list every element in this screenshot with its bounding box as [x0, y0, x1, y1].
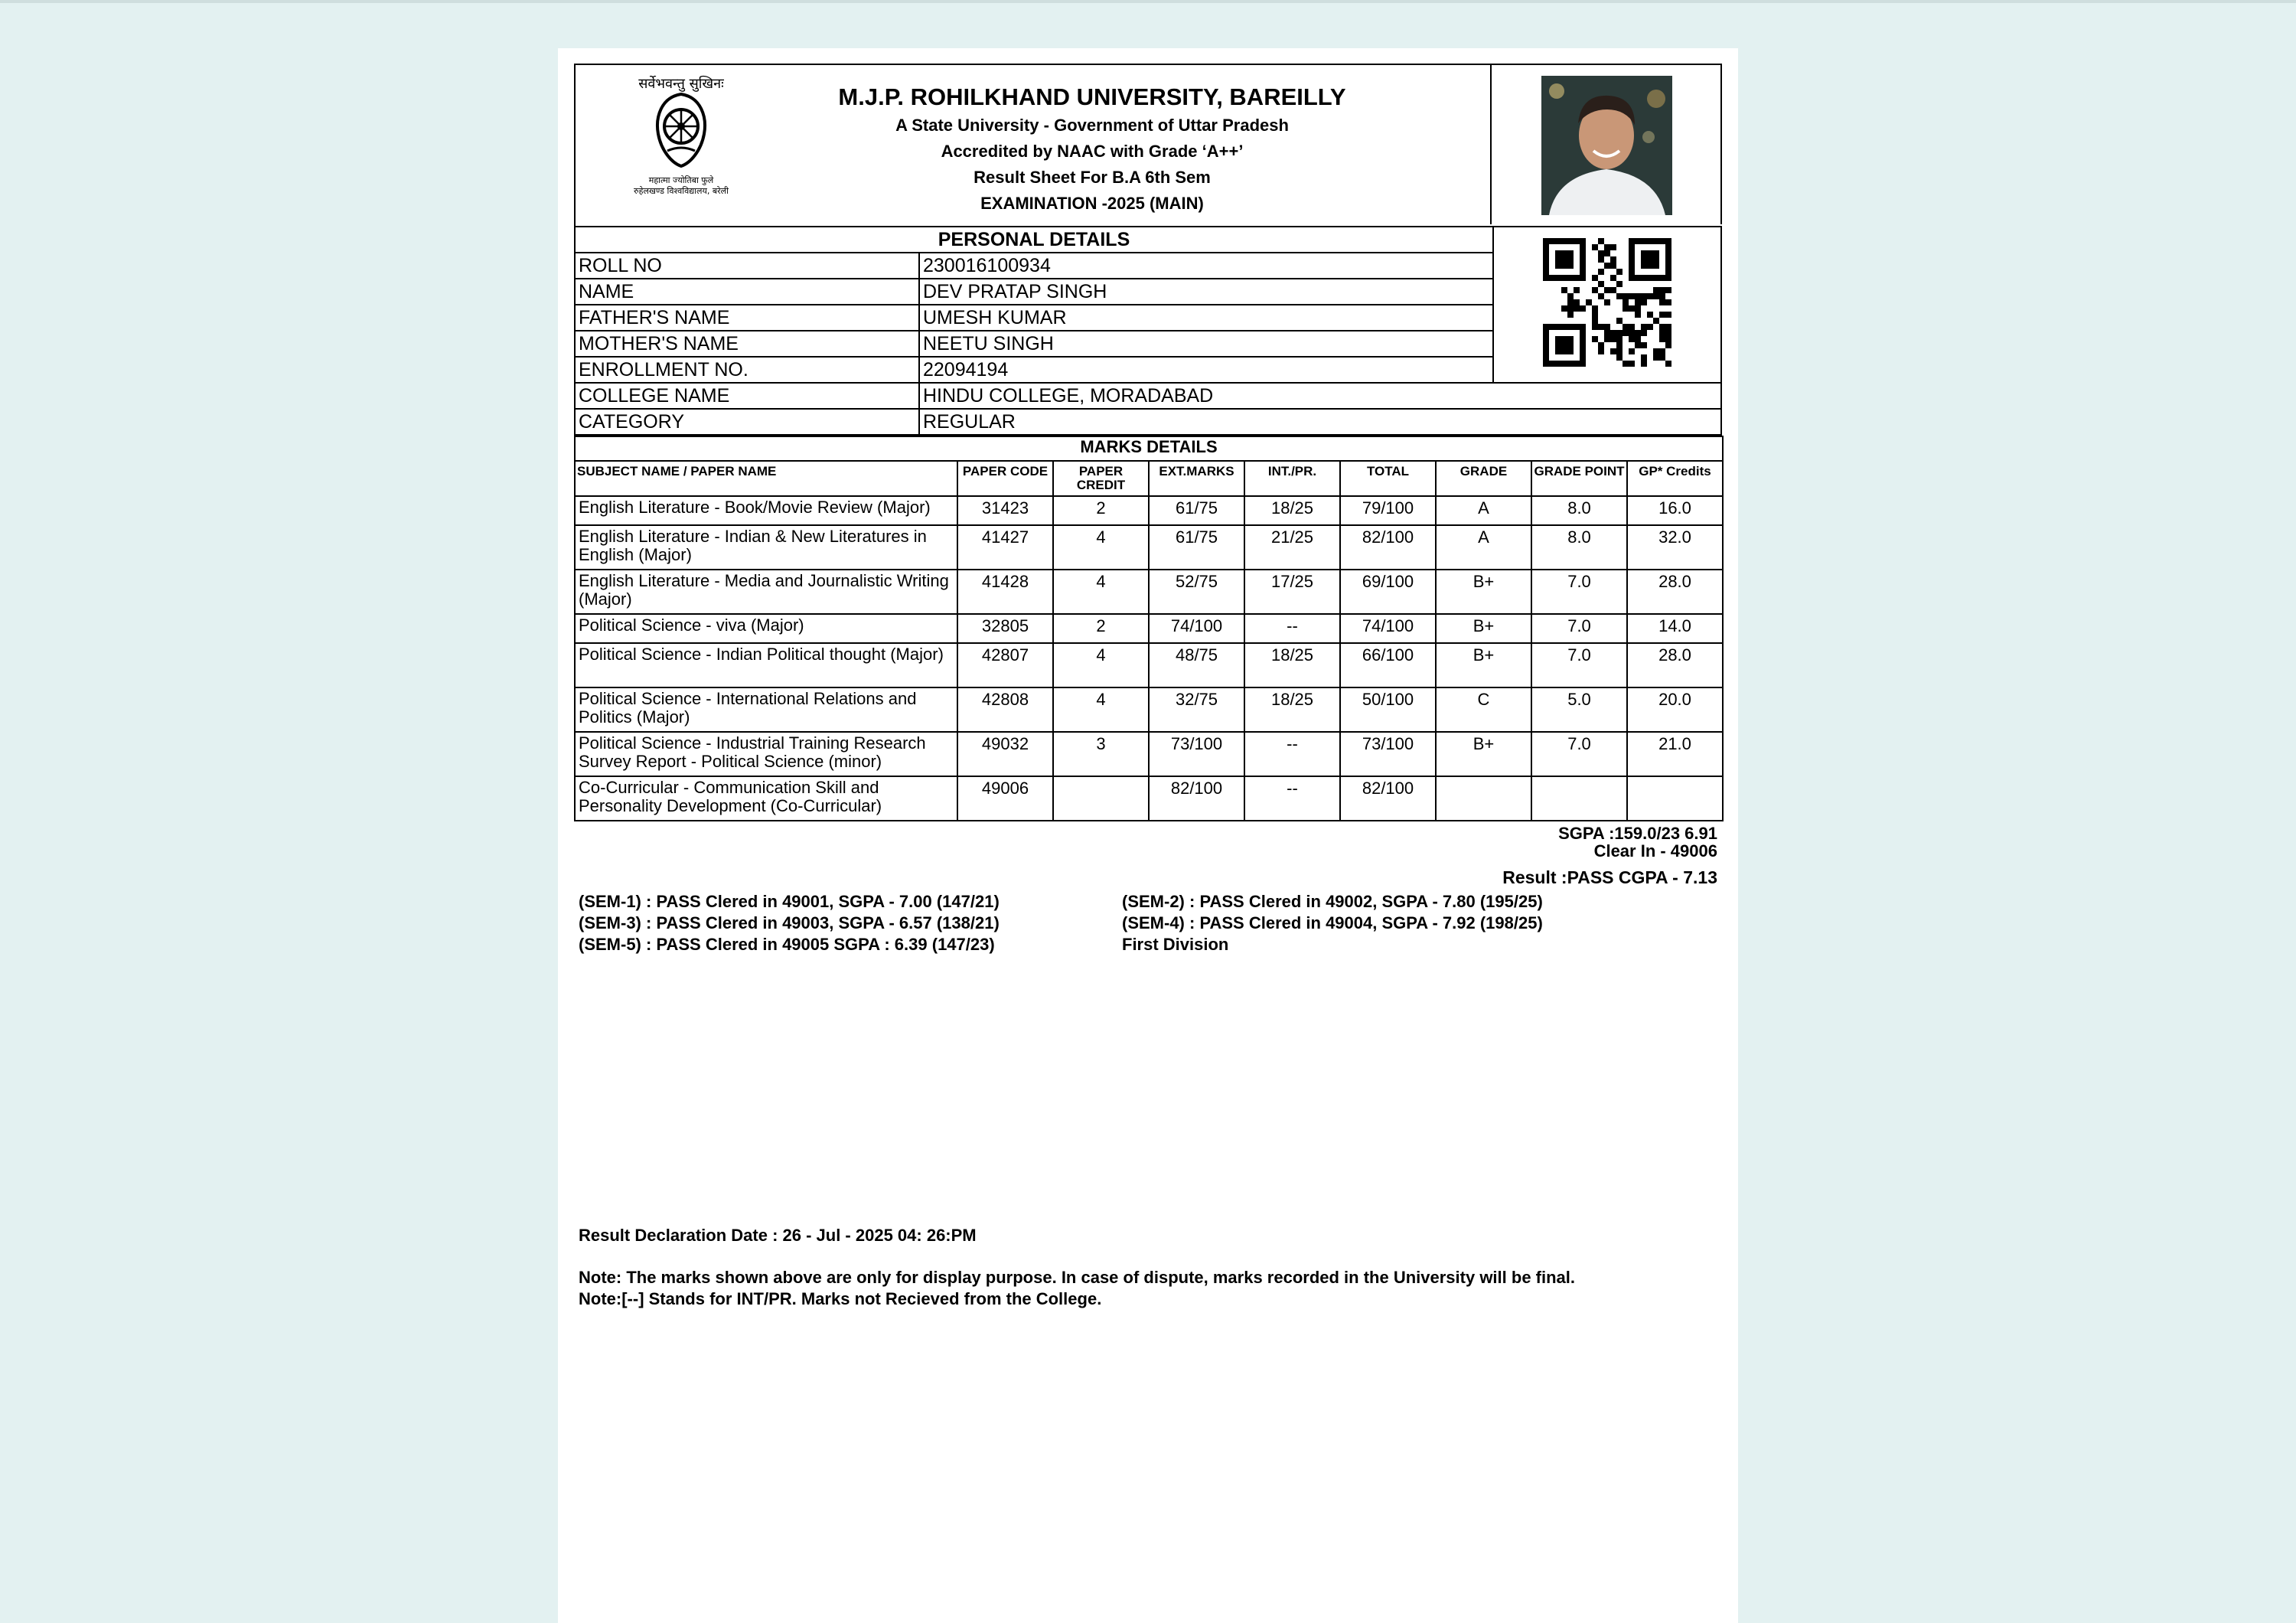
marks-row [575, 614, 1723, 643]
col-gp-credits-header: GP* Credits [1627, 461, 1723, 496]
qr-code [1543, 238, 1671, 367]
university-status: A State University - Government of Uttar Pradesh [895, 116, 1289, 135]
logo-motto: सर्वेभवन्तु सुखिनः [638, 76, 724, 92]
result-sheet [558, 48, 1738, 1623]
cell-paper-code: 49006 [957, 776, 1053, 821]
cell-int-pr: -- [1244, 732, 1340, 776]
personal-details [574, 226, 1722, 436]
father-name-label: FATHER'S NAME [575, 305, 919, 331]
cell-paper-credit: 4 [1053, 643, 1149, 687]
cell-int-pr: -- [1244, 776, 1340, 821]
cell-ext-marks: 61/75 [1149, 496, 1244, 525]
col-int-pr-header: INT./PR. [1244, 461, 1340, 496]
logo-text-line1: महात्मा ज्योतिबा फुले [648, 175, 714, 185]
sem3-result: (SEM-3) : PASS Clered in 49003, SGPA - 6.57 (138/21) [579, 913, 1000, 932]
logo-text-line2: रुहेलखण्ड विश्वविद्यालय, बरेली [634, 186, 729, 196]
cell-total: 69/100 [1340, 570, 1436, 614]
cell-subject: Political Science - Indian Political thought (Major) [575, 643, 957, 687]
header-divider [1490, 65, 1492, 226]
col-ext-marks-header: EXT.MARKS [1149, 461, 1244, 496]
enrollment-label: ENROLLMENT NO. [575, 357, 919, 383]
cell-paper-credit: 3 [1053, 732, 1149, 776]
personal-row [575, 383, 1721, 409]
cell-ext-marks: 52/75 [1149, 570, 1244, 614]
cell-paper-credit: 2 [1053, 496, 1149, 525]
enrollment-value: 22094194 [919, 357, 1493, 383]
result-declaration-date: Result Declaration Date : 26 - Jul - 2025 04: 26:PM [579, 1226, 977, 1245]
sem1-result: (SEM-1) : PASS Clered in 49001, SGPA - 7.00 (147/21) [579, 892, 1000, 911]
cell-total: 66/100 [1340, 643, 1436, 687]
cell-grade: B+ [1436, 614, 1531, 643]
cell-int-pr: -- [1244, 614, 1340, 643]
roll-no-label: ROLL NO [575, 253, 919, 279]
cell-paper-credit [1053, 776, 1149, 821]
cell-int-pr: 21/25 [1244, 525, 1340, 570]
sem5-result: (SEM-5) : PASS Clered in 49005 SGPA : 6.39 (147/23) [579, 935, 995, 954]
name-value: DEV PRATAP SINGH [919, 279, 1493, 305]
cell-total: 50/100 [1340, 687, 1436, 732]
cell-paper-credit: 2 [1053, 614, 1149, 643]
college-name-label: COLLEGE NAME [575, 383, 919, 409]
college-name-value: HINDU COLLEGE, MORADABAD [919, 383, 1721, 409]
cell-grade: B+ [1436, 732, 1531, 776]
col-subject-header: SUBJECT NAME / PAPER NAME [575, 461, 957, 496]
division: First Division [1122, 935, 1229, 954]
cell-gp-credits [1627, 776, 1723, 821]
cell-paper-credit: 4 [1053, 570, 1149, 614]
cell-total: 79/100 [1340, 496, 1436, 525]
marks-table [574, 436, 1724, 821]
cell-ext-marks: 73/100 [1149, 732, 1244, 776]
cell-gp-credits: 20.0 [1627, 687, 1723, 732]
cell-total: 82/100 [1340, 525, 1436, 570]
note-int-pr: Note:[--] Stands for INT/PR. Marks not Recieved from the College. [579, 1289, 1102, 1308]
personal-details-table [574, 226, 1722, 436]
cell-ext-marks: 48/75 [1149, 643, 1244, 687]
university-logo [621, 71, 741, 200]
cell-subject: Political Science - International Relations and Politics (Major) [575, 687, 957, 732]
cell-grade-point [1531, 776, 1627, 821]
category-value: REGULAR [919, 409, 1721, 435]
university-title-block [729, 82, 1456, 217]
cell-gp-credits: 16.0 [1627, 496, 1723, 525]
document-body [574, 64, 1722, 960]
mother-name-label: MOTHER'S NAME [575, 331, 919, 357]
cell-grade-point: 8.0 [1531, 525, 1627, 570]
marks-body [575, 496, 1723, 821]
cell-gp-credits: 28.0 [1627, 643, 1723, 687]
roll-no-value: 230016100934 [919, 253, 1493, 279]
examination-title: EXAMINATION -2025 (MAIN) [980, 194, 1204, 213]
cell-total: 74/100 [1340, 614, 1436, 643]
cell-grade-point: 7.0 [1531, 732, 1627, 776]
top-edge [0, 0, 2296, 3]
cell-grade: A [1436, 525, 1531, 570]
cell-paper-credit: 4 [1053, 687, 1149, 732]
result-status: Result :PASS CGPA - 7.13 [1502, 867, 1717, 887]
marks-row [575, 732, 1723, 776]
cell-int-pr: 17/25 [1244, 570, 1340, 614]
qr-cell [1493, 227, 1721, 383]
university-name: M.J.P. ROHILKHAND UNIVERSITY, BAREILLY [838, 83, 1346, 110]
cell-ext-marks: 82/100 [1149, 776, 1244, 821]
cell-gp-credits: 28.0 [1627, 570, 1723, 614]
cell-grade-point: 7.0 [1531, 570, 1627, 614]
cell-grade-point: 5.0 [1531, 687, 1627, 732]
cell-total: 73/100 [1340, 732, 1436, 776]
col-paper-code-header: PAPER CODE [957, 461, 1053, 496]
cell-ext-marks: 61/75 [1149, 525, 1244, 570]
personal-row [575, 409, 1721, 435]
cell-subject: Co-Curricular - Communication Skill and Personality Development (Co-Curricular) [575, 776, 957, 821]
marks-row [575, 643, 1723, 687]
university-header [574, 64, 1722, 226]
marks-row [575, 525, 1723, 570]
cell-grade: C [1436, 687, 1531, 732]
cell-int-pr: 18/25 [1244, 643, 1340, 687]
cell-paper-code: 42807 [957, 643, 1053, 687]
cell-subject: Political Science - viva (Major) [575, 614, 957, 643]
note-display-purpose: Note: The marks shown above are only for display purpose. In case of dispute, marks recorded in the University will be final. [579, 1268, 1576, 1287]
cell-subject: English Literature - Media and Journalistic Writing (Major) [575, 570, 957, 614]
col-grade-header: GRADE [1436, 461, 1531, 496]
father-name-value: UMESH KUMAR [919, 305, 1493, 331]
marks-row [575, 776, 1723, 821]
cell-grade: B+ [1436, 643, 1531, 687]
cell-paper-code: 49032 [957, 732, 1053, 776]
cell-grade [1436, 776, 1531, 821]
cell-int-pr: 18/25 [1244, 687, 1340, 732]
cell-grade-point: 7.0 [1531, 614, 1627, 643]
cell-paper-code: 41427 [957, 525, 1053, 570]
category-label: CATEGORY [575, 409, 919, 435]
cell-grade: B+ [1436, 570, 1531, 614]
result-sheet-title: Result Sheet For B.A 6th Sem [974, 168, 1211, 187]
cell-paper-code: 32805 [957, 614, 1053, 643]
mother-name-value: NEETU SINGH [919, 331, 1493, 357]
cell-gp-credits: 14.0 [1627, 614, 1723, 643]
cell-paper-code: 41428 [957, 570, 1053, 614]
marks-details-title: MARKS DETAILS [575, 436, 1723, 461]
cell-gp-credits: 21.0 [1627, 732, 1723, 776]
marks-row [575, 496, 1723, 525]
cell-subject: Political Science - Industrial Training Research Survey Report - Political Science (minor) [575, 732, 957, 776]
cell-paper-code: 42808 [957, 687, 1053, 732]
sem4-result: (SEM-4) : PASS Clered in 49004, SGPA - 7.92 (198/25) [1122, 913, 1543, 932]
cell-grade: A [1436, 496, 1531, 525]
col-grade-point-header: GRADE POINT [1531, 461, 1627, 496]
clear-in: Clear In - 49006 [1593, 841, 1717, 860]
result-summary [574, 825, 1722, 960]
cell-subject: English Literature - Indian & New Literatures in English (Major) [575, 525, 957, 570]
col-paper-credit-header: PAPER CREDIT [1053, 461, 1149, 496]
cell-paper-code: 31423 [957, 496, 1053, 525]
accreditation: Accredited by NAAC with Grade ‘A++’ [941, 142, 1244, 161]
cell-paper-credit: 4 [1053, 525, 1149, 570]
cell-int-pr: 18/25 [1244, 496, 1340, 525]
col-total-header: TOTAL [1340, 461, 1436, 496]
cell-total: 82/100 [1340, 776, 1436, 821]
student-photo [1541, 76, 1672, 215]
sgpa-value: SGPA :159.0/23 6.91 [1558, 824, 1717, 843]
cell-gp-credits: 32.0 [1627, 525, 1723, 570]
sem2-result: (SEM-2) : PASS Clered in 49002, SGPA - 7.80 (195/25) [1122, 892, 1543, 911]
cell-grade-point: 8.0 [1531, 496, 1627, 525]
marks-header-row [575, 461, 1723, 496]
cell-ext-marks: 32/75 [1149, 687, 1244, 732]
cell-grade-point: 7.0 [1531, 643, 1627, 687]
personal-details-title: PERSONAL DETAILS [575, 227, 1493, 253]
name-label: NAME [575, 279, 919, 305]
cell-ext-marks: 74/100 [1149, 614, 1244, 643]
cell-subject: English Literature - Book/Movie Review (Major) [575, 496, 957, 525]
marks-row [575, 570, 1723, 614]
marks-row [575, 687, 1723, 732]
semester-history [574, 891, 1722, 960]
